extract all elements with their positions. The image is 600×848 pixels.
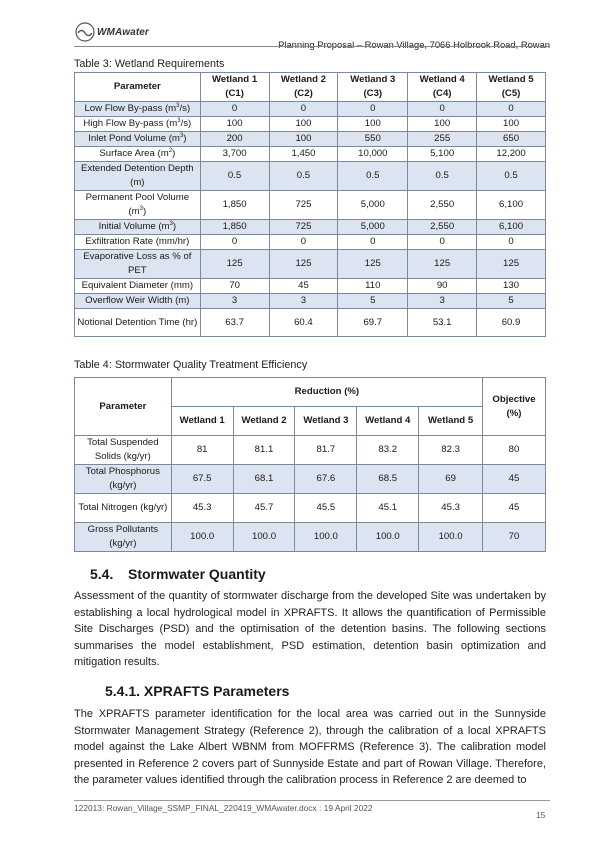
table-cell: 67.6 [295,465,357,494]
table-cell: 125 [338,250,408,279]
table-cell: 255 [408,132,477,147]
table-cell: 45.3 [171,494,233,523]
table-cell: 81.1 [233,436,295,465]
table-cell: 725 [269,220,338,235]
table-row [75,436,546,465]
table-cell: 90 [408,279,477,294]
wetland-requirements-table [74,72,546,337]
row-label: Total Nitrogen (kg/yr) [75,494,172,523]
row-label: Permanent Pool Volume $(m^3)$ [75,191,201,220]
table-cell: 100 [408,117,477,132]
table-cell: 0 [338,102,408,117]
table-cell: 0.5 [200,162,269,191]
objective-cell: 80 [483,436,546,465]
table-cell: 1,850 [200,220,269,235]
table4-header-wetland: Wetland 1 [171,407,233,436]
table-cell: 6,100 [477,220,546,235]
table-cell: 125 [200,250,269,279]
table-cell: 45.3 [419,494,483,523]
table-cell: 0.5 [477,162,546,191]
table-cell: 125 [477,250,546,279]
table-row [75,250,546,279]
subsection-heading [105,683,289,699]
row-label: Notional Detention Time (hr) [75,309,201,337]
table4-header-objective: Objective (%) [483,378,546,436]
table-cell: 10,000 [338,147,408,162]
table-cell: 100 [338,117,408,132]
table-cell: 650 [477,132,546,147]
table-cell: 0.5 [408,162,477,191]
table-cell: 67.5 [171,465,233,494]
table-cell: 100 [269,132,338,147]
table-cell: 53.1 [408,309,477,337]
table-row [75,235,546,250]
table-cell: 100.0 [171,523,233,552]
table-cell: 5 [338,294,408,309]
table-cell: 45 [269,279,338,294]
table-cell: 725 [269,191,338,220]
table4-header-parameter: Parameter [75,378,172,436]
table-cell: 200 [200,132,269,147]
company-logo [74,21,149,43]
page-header [74,21,550,50]
table-cell: 100 [200,117,269,132]
table-cell: 550 [338,132,408,147]
table3-header-wetland: Wetland 5 (C5) [477,73,546,102]
table-cell: 100.0 [295,523,357,552]
footer-filename: 122013: Rowan_Village_SSMP_FINAL_220419_WMAwater.docx : 19 April 2022 [74,803,373,813]
table-cell: 1,450 [269,147,338,162]
row-label: Inlet Pond Volume $(m^3)$ [75,132,201,147]
table-cell: 100 [477,117,546,132]
table-cell: 5 [477,294,546,309]
objective-cell: 45 [483,494,546,523]
row-label: Total Suspended Solids (kg/yr) [75,436,172,465]
table-row [75,465,546,494]
table-cell: 68.5 [357,465,419,494]
table-row [75,117,546,132]
document-header-title: Planning Proposal – Rowan Village, 7066 Holbrook Road, Rowan [278,39,550,50]
table4-header-wetland: Wetland 5 [419,407,483,436]
table-cell: 3,700 [200,147,269,162]
row-label: Extended Detention Depth (m) [75,162,201,191]
table4-header-reduction: Reduction (%) [171,378,482,407]
table-cell: 100.0 [357,523,419,552]
table-cell: 69 [419,465,483,494]
table-cell: 45.5 [295,494,357,523]
table-cell: 125 [408,250,477,279]
section-title: Stormwater Quantity [128,566,266,582]
table3-header-wetland: Wetland 1 (C1) [200,73,269,102]
table-cell: 69.7 [338,309,408,337]
table-cell: 0 [477,235,546,250]
subsection-title: XPRAFTS Parameters [143,683,290,699]
table3-header-wetland: Wetland 2 (C2) [269,73,338,102]
table-cell: 1,850 [200,191,269,220]
table-cell: 125 [269,250,338,279]
treatment-efficiency-table [74,377,546,552]
header-divider [74,46,550,47]
section-number: 5.4. [90,566,114,582]
table-row [75,279,546,294]
table-row [75,294,546,309]
table-cell: 110 [338,279,408,294]
table-row [75,220,546,235]
row-label: Exfiltration Rate (mm/hr) [75,235,201,250]
wave-logo-icon [74,22,96,42]
table-cell: 0 [408,102,477,117]
row-label: Total Phosphorus (kg/yr) [75,465,172,494]
table3-header-parameter: Parameter [75,73,201,102]
table-cell: 5,000 [338,220,408,235]
table-cell: 0 [269,102,338,117]
table3-header-wetland: Wetland 4 (C4) [408,73,477,102]
table-cell: 0 [269,235,338,250]
table3-header-wetland: Wetland 3 (C3) [338,73,408,102]
section-paragraph: Assessment of the quantity of stormwater discharge from the developed Site was undertaken by establishing a local hydrological model in XPRAFTS. It allows the quantification of Permissible Site Discharges (PSD) and the optimisation of the detention basins. The following sections summarises the model establishment, PSD estimation, detention basin optimization and mitigation results. [74,590,546,669]
footer-divider [74,800,550,801]
table-cell: 0 [338,235,408,250]
row-label: Overflow Weir Width (m) [75,294,201,309]
row-label: Initial Volume $(m^3)$ [75,220,201,235]
table-cell: 0 [200,102,269,117]
table-cell: 100.0 [233,523,295,552]
table-row [75,523,546,552]
table-cell: 3 [269,294,338,309]
table-row [75,191,546,220]
table-cell: 0 [200,235,269,250]
table-cell: 0 [408,235,477,250]
table4-caption: Table 4: Stormwater Quality Treatment Efficiency [74,359,308,371]
table-cell: 2,550 [408,220,477,235]
table-cell: 0.5 [338,162,408,191]
table-cell: 83.2 [357,436,419,465]
table-row [75,494,546,523]
logo-wordmark: WMAwater [97,26,149,38]
row-label: Surface Area $(m^2)$ [75,147,201,162]
table-cell: 68.1 [233,465,295,494]
subsection-paragraph: The XPRAFTS parameter identification for the local area was carried out in the Sunnyside Stormwater Management Strategy (Reference 2), through the calibration of a local XPRAFTS model against the Lake Albert WBNM from MOFFRMS (Reference 3). The calibration model presented in Reference 2 covers part of Sunnyside Estate and part of Rowan Village. Therefore, the parameter values identified through the calibration process in Reference 2 are deemed to [74,708,546,787]
table-row [75,162,546,191]
table-cell: 45.1 [357,494,419,523]
row-label: Equivalent Diameter (mm) [75,279,201,294]
table-cell: 81 [171,436,233,465]
table-cell: 0.5 [269,162,338,191]
table-cell: 0 [477,102,546,117]
table-cell: 3 [200,294,269,309]
subsection-number: 5.4.1. [105,683,141,699]
table-cell: 45.7 [233,494,295,523]
table-cell: 82.3 [419,436,483,465]
table4-header-wetland: Wetland 4 [357,407,419,436]
table-row [75,309,546,337]
page-number: 15 [536,810,546,820]
table-cell: 5,000 [338,191,408,220]
table-cell: 3 [408,294,477,309]
table-cell: 70 [200,279,269,294]
table-cell: 2,550 [408,191,477,220]
table-cell: 12,200 [477,147,546,162]
table-cell: 60.4 [269,309,338,337]
table-cell: 63.7 [200,309,269,337]
table-cell: 5,100 [408,147,477,162]
section-heading [90,566,266,582]
row-label: Evaporative Loss as % of PET [75,250,201,279]
table-cell: 100 [269,117,338,132]
table4-header-wetland: Wetland 2 [233,407,295,436]
table-cell: 81.7 [295,436,357,465]
table4-header-wetland: Wetland 3 [295,407,357,436]
table-row [75,147,546,162]
objective-cell: 45 [483,465,546,494]
objective-cell: 70 [483,523,546,552]
table-row [75,102,546,117]
table-cell: 6,100 [477,191,546,220]
table-row [75,132,546,147]
row-label: Low Flow By-pass $(m^3/s)$ [75,102,201,117]
row-label: High Flow By-pass $(m^3/s)$ [75,117,201,132]
row-label: Gross Pollutants (kg/yr) [75,523,172,552]
table-cell: 100.0 [419,523,483,552]
table-cell: 60.9 [477,309,546,337]
table3-caption: Table 3: Wetland Requirements [74,58,225,70]
table-cell: 130 [477,279,546,294]
